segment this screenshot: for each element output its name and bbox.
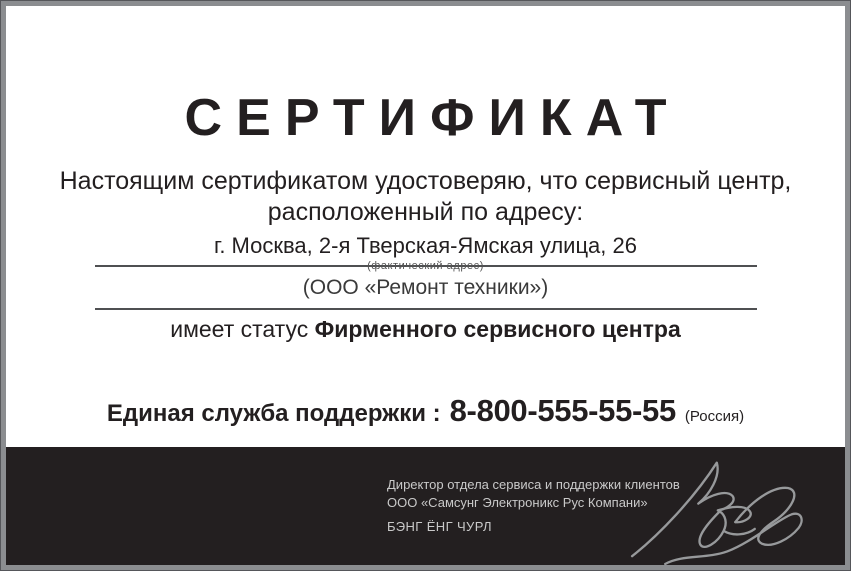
- status-line: [6, 316, 845, 343]
- certificate-footer: [6, 447, 845, 565]
- support-region: (Россия): [684, 408, 745, 425]
- support-phone-number: 8-800-555-55-55: [449, 393, 676, 428]
- support-phone-line: [6, 393, 845, 429]
- statement-line-2: расположенный по адресу:: [267, 198, 584, 226]
- certificate-title: СЕРТИФИКАТ: [184, 89, 681, 147]
- status-prefix: имеет статус: [170, 316, 309, 342]
- company-underline: [95, 308, 757, 310]
- signatory-company: ООО «Самсунг Электроникс Рус Компани»: [387, 495, 648, 510]
- statement-line-1: Настоящим сертификатом удостоверяю, что сервисный центр,: [59, 167, 792, 195]
- address-caption-clipped: (фактический адрес): [367, 260, 484, 272]
- director-title: Директор отдела сервиса и поддержки клиентов: [387, 477, 680, 492]
- signature-icon: [626, 451, 831, 563]
- service-center-address: г. Москва, 2-я Тверская-Ямская улица, 26: [213, 233, 637, 258]
- certificate-sheet: [6, 6, 845, 565]
- certificate-body: [6, 6, 845, 447]
- certificate-statement: [6, 166, 845, 228]
- director-name: БЭНГ ЁНГ ЧУРЛ: [387, 519, 492, 534]
- service-center-company: (ООО «Ремонт техники»): [302, 276, 549, 299]
- support-label: Единая служба поддержки :: [106, 400, 441, 427]
- status-value: Фирменного сервисного центра: [314, 316, 681, 342]
